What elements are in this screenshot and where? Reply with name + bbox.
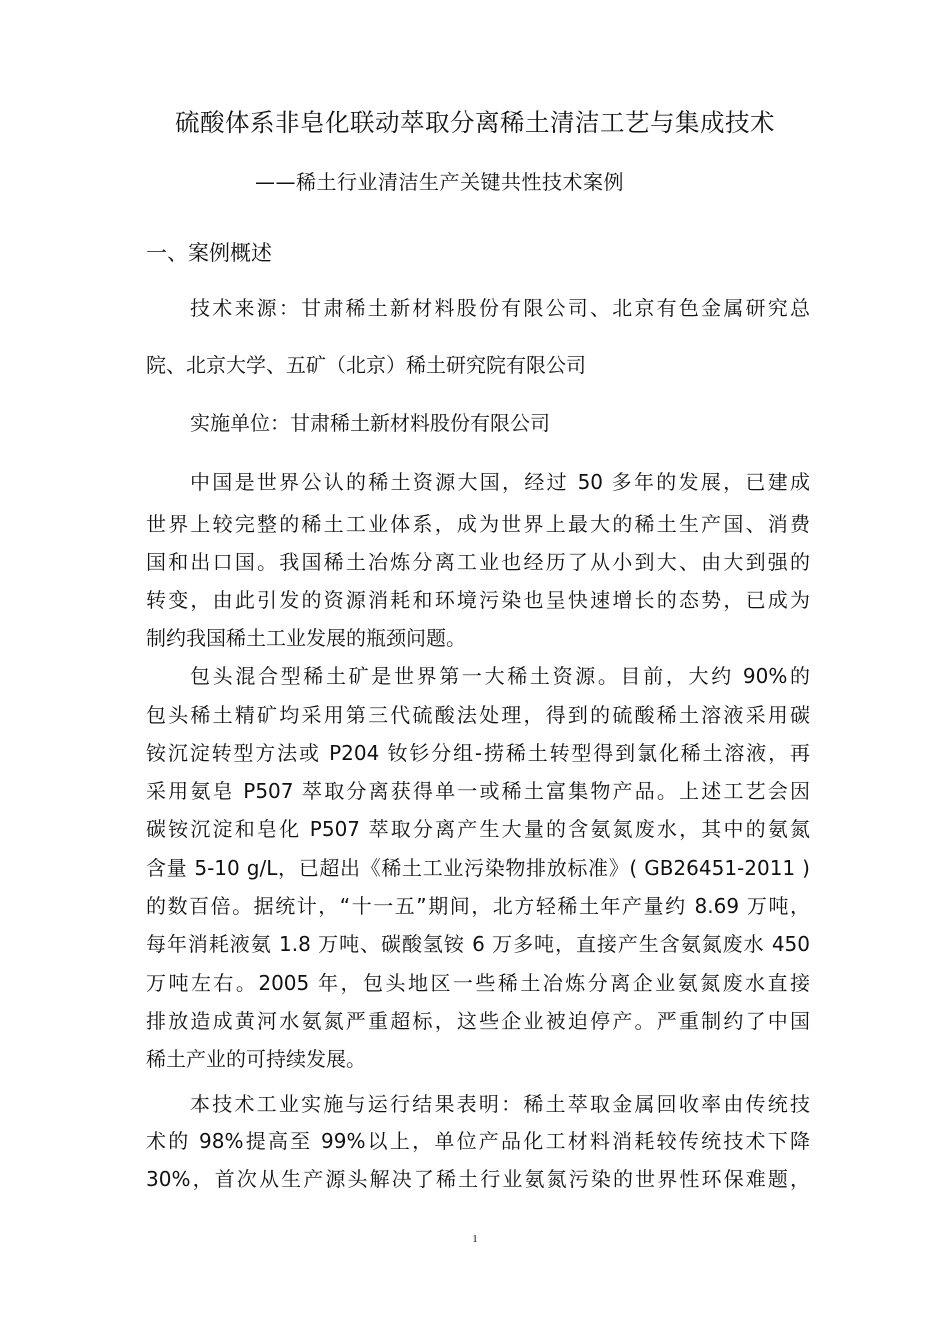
text-line: 术的 98%提高至 99%以上，单位产品化工材料消耗较传统技术下降 [146, 1129, 810, 1153]
text-line-source: 技术来源：甘肃稀土新材料股份有限公司、北京有色金属研究总 [190, 296, 810, 320]
page-number: 1 [472, 1233, 478, 1245]
text-line: 本技术工业实施与运行结果表明：稀土萃取金属回收率由传统技 [190, 1092, 810, 1116]
text-line: 的数百倍。据统计，“十一五”期间，北方轻稀土年产量约 8.69 万吨， [146, 894, 810, 918]
text-line: 包头稀土精矿均采用第三代硫酸法处理，得到的硫酸稀土溶液采用碳 [146, 703, 810, 727]
text-line: 排放造成黄河水氨氮严重超标，这些企业被迫停产。严重制约了中国 [146, 1009, 810, 1033]
text-line: 制约我国稀土工业发展的瓶颈问题。 [146, 626, 466, 650]
text-line: 30%，首次从生产源头解决了稀土行业氨氮污染的世界性环保难题， [146, 1167, 810, 1191]
text-line: 万吨左右。2005 年，包头地区一些稀土冶炼分离企业氨氮废水直接 [146, 971, 810, 995]
text-line: 采用氨皂 P507 萃取分离获得单一或稀土富集物产品。上述工艺会因 [146, 779, 810, 803]
document-title: 硫酸体系非皂化联动萃取分离稀土清洁工艺与集成技术 [175, 108, 775, 137]
text-line: 国和出口国。我国稀土冶炼分离工业也经历了从小到大、由大到强的 [146, 550, 810, 574]
text-line: 碳铵沉淀和皂化 P507 萃取分离产生大量的含氨氮废水，其中的氨氮 [146, 817, 810, 841]
text-line-implementer: 实施单位：甘肃稀土新材料股份有限公司 [190, 411, 550, 435]
text-line: 包头混合型稀土矿是世界第一大稀土资源。目前，大约 90%的 [190, 664, 810, 688]
section-heading: 一、案例概述 [146, 241, 272, 265]
text-line-source-cont: 院、北京大学、五矿（北京）稀土研究院有限公司 [146, 353, 586, 377]
text-line: 含量 5-10 g/L，已超出《稀土工业污染物排放标准》( GB26451-2011 ) [146, 856, 810, 880]
text-line: 世界上较完整的稀土工业体系，成为世界上最大的稀土生产国、消费 [146, 512, 810, 536]
text-line: 中国是世界公认的稀土资源大国，经过 50 多年的发展，已建成 [190, 470, 810, 494]
text-line: 转变，由此引发的资源消耗和环境污染也呈快速增长的态势，已成为 [146, 588, 810, 612]
document-subtitle: ——稀土行业清洁生产关键共性技术案例 [255, 170, 624, 194]
text-line: 每年消耗液氨 1.8 万吨、碳酸氢铵 6 万多吨，直接产生含氨氮废水 450 [146, 932, 810, 956]
text-line: 铵沉淀转型方法或 P204 钕钐分组-捞稀土转型得到氯化稀土溶液，再 [146, 741, 810, 765]
text-line: 稀土产业的可持续发展。 [146, 1047, 366, 1071]
